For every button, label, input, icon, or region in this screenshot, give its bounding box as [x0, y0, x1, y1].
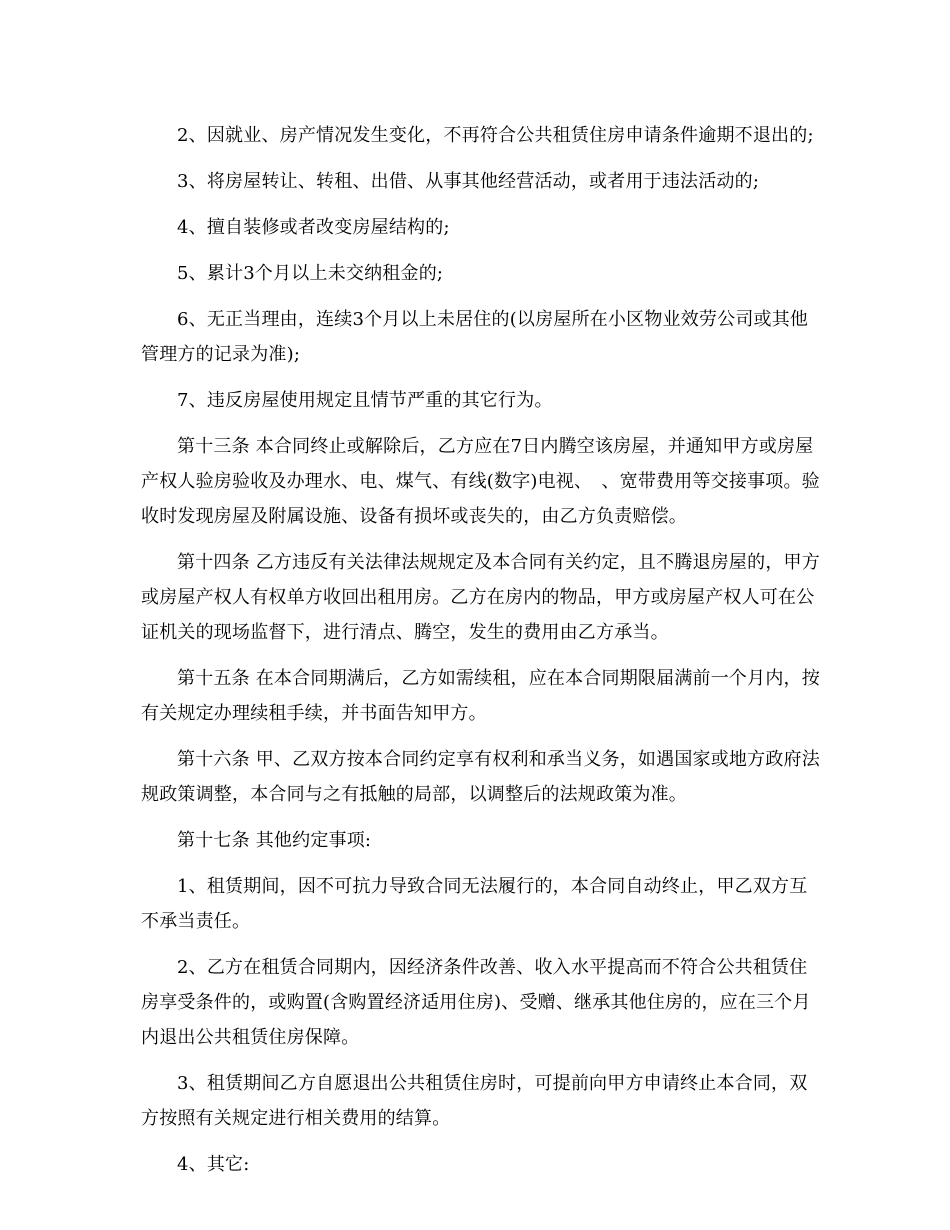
clause-item-7: 7、违反房屋使用规定且情节严重的其它行为。 — [177, 390, 553, 411]
article-15: 第十五条 在本合同期满后，乙方如需续租，应在本合同期限届满前一个月内，按有关规定办理续租手续，并书面告知甲方。 — [141, 668, 820, 724]
clause-item-4: 4、擅自装修或者改变房屋结构的; — [177, 217, 450, 238]
clause-item-6: 6、无正当理由，连续3个月以上未居住的(以房屋所在小区物业效劳公司或其他管理方的记录为准); — [141, 309, 809, 365]
article-17-item-1: 1、租赁期间，因不可抗力导致合同无法履行的，本合同自动终止，甲乙双方互不承当责任。 — [141, 876, 808, 932]
clause-item-5: 5、累计3个月以上未交纳租金的; — [177, 263, 444, 284]
article-17-item-2: 2、乙方在租赁合同期内，因经济条件改善、收入水平提高而不符合公共租赁住房享受条件的，或购置(含购置经济适用住房)、受赠、继承其他住房的，应在三个月内退出公共租赁住房保障。 — [141, 957, 811, 1048]
document-body — [141, 118, 821, 1193]
article-17-heading: 第十七条 其他约定事项: — [177, 830, 372, 851]
article-17-item-3: 3、租赁期间乙方自愿退出公共租赁住房时，可提前向甲方申请终止本合同，双方按照有关规定进行相关费用的结算。 — [141, 1073, 808, 1129]
article-13: 第十三条 本合同终止或解除后，乙方应在7日内腾空该房屋，并通知甲方或房屋产权人验房验收及办理水、电、煤气、有线(数字)电视、 、宽带费用等交接事项。验收时发现房屋及附属设施、设备有损坏或丧失的，由乙方负责赔偿。 — [141, 436, 820, 527]
article-16: 第十六条 甲、乙双方按本合同约定享有权利和承当义务，如遇国家或地方政府法规政策调整，本合同与之有抵触的局部，以调整后的法规政策为准。 — [141, 749, 820, 805]
article-14: 第十四条 乙方违反有关法律法规规定及本合同有关约定，且不腾退房屋的，甲方或房屋产权人有权单方收回出租用房。乙方在房内的物品，甲方或房屋产权人可在公证机关的现场监督下，进行清点、腾空，发生的费用由乙方承当。 — [141, 552, 820, 643]
clause-item-3: 3、将房屋转让、转租、出借、从事其他经营活动，或者用于违法活动的; — [177, 171, 760, 192]
article-17-item-4: 4、其它: — [177, 1154, 250, 1175]
clause-item-2: 2、因就业、房产情况发生变化，不再符合公共租赁住房申请条件逾期不退出的; — [177, 125, 814, 146]
